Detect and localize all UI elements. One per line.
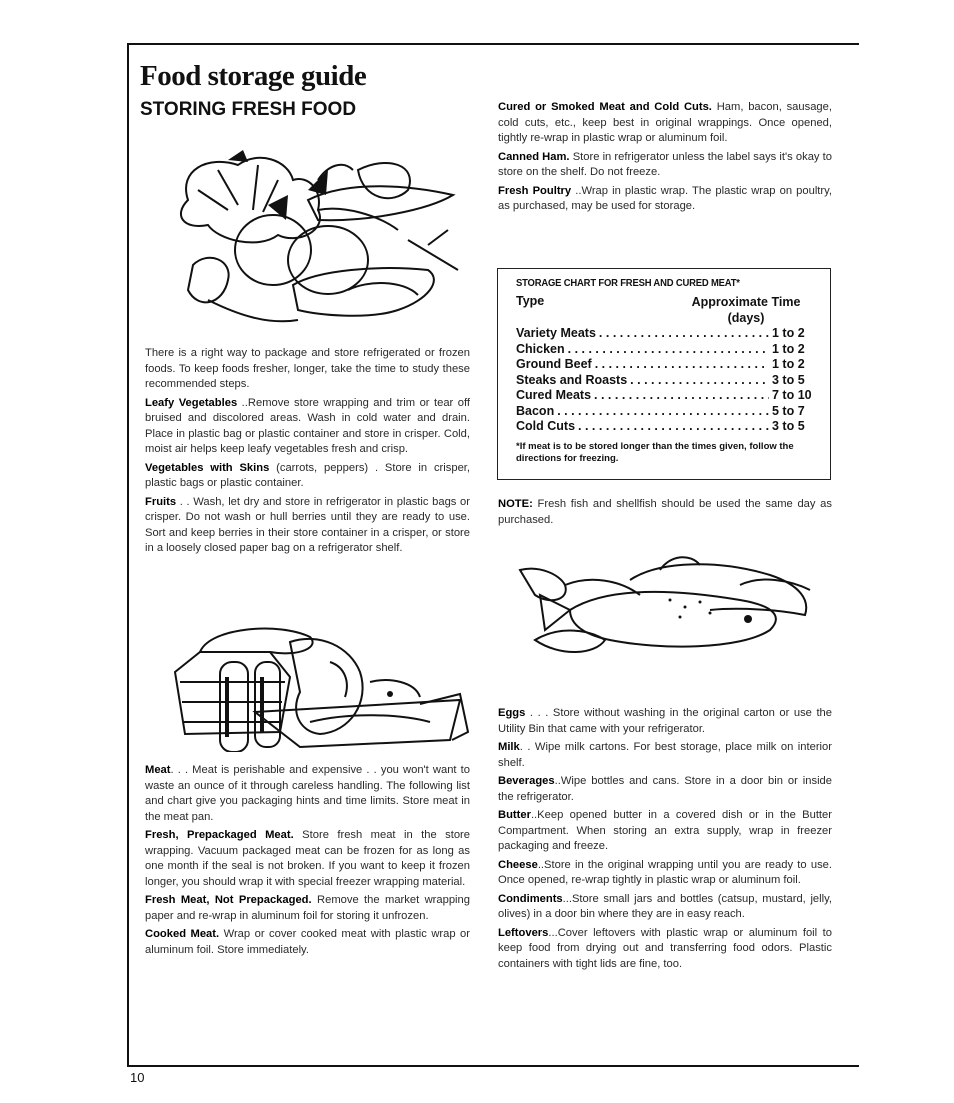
leader-dots [578,419,769,435]
condiments-text: ...Store small jars and bottles (catsup, mustard, jelly, olives) in a door bin where they are in easy reach. [498,892,832,920]
fresh-poultry-text: ..Wrap in plastic wrap. The plastic wrap on poultry, as purchased, may be used for storage. [498,184,833,212]
storage-chart-row [516,357,816,373]
condiments-label: Condiments [498,892,563,905]
storage-chart-row-type: Bacon [516,403,555,418]
leader-dots [599,326,769,342]
intro-paragraph: There is a right way to package and store refrigerated or frozen foods. To keep foods fresher, longer, take the time to study these recommended steps. [145,347,470,390]
cooked-meat-paragraph [145,927,470,958]
cheese-label: Cheese [498,858,538,871]
canned-ham-text: Store in refrigerator unless the label says it's okay to store on the shelf. Do not freeze. [498,150,832,178]
eggs-label: Eggs [498,707,526,719]
leader-dots [630,373,769,389]
condiments-paragraph [498,892,832,923]
storage-chart-time-header [676,294,816,326]
cooked-meat-label: Cooked Meat. [145,928,220,940]
milk-text: . . Wipe milk cartons. For best storage, place milk on interior shelf. [498,741,832,769]
storage-chart-row-time: 1 to 2 [772,357,805,371]
storage-chart-row-time: 1 to 2 [772,341,805,356]
leader-dots [568,342,769,358]
meat-paragraph [145,763,470,825]
storage-chart-title: STORAGE CHART FOR FRESH AND CURED MEAT* [516,277,740,289]
not-prepackaged-meat-text: Remove the market wrapping paper and re-wrap in aluminum foil for storing it unfrozen. [145,894,470,922]
meat-illustration [160,622,470,752]
cooked-meat-text: Wrap or cover cooked meat with plastic wrap or aluminum foil. Store immediately. [145,928,471,956]
cured-meat-text: Ham, bacon, sausage, cold cuts, etc., keep best in original wrappings. Once opened, tightly re-wrap in plastic wrap or aluminum foil. [498,101,832,144]
storage-chart-rows [516,326,816,435]
not-prepackaged-meat-paragraph [145,893,470,924]
butter-label: Butter [498,809,531,821]
storage-chart-row-type: Ground Beef [516,357,592,371]
storage-chart-type-header: Type [516,294,545,308]
top-rule [128,43,859,45]
left-column-bottom [145,763,470,961]
cured-meat-paragraph [498,100,832,147]
vegetables-skins-paragraph [145,461,470,492]
eggs-text: . . . Store without washing in the original carton or use the Utility Bin that came with your refrigerator. [498,707,833,735]
storage-chart-row [516,342,816,358]
prepackaged-meat-text: Store fresh meat in the store wrapping. Vacuum packaged meat can be frozen for as long as one month if the seal is not broken. If you want to keep it frozen longer, you should wrap it with special freezer wrapping material. [145,829,471,888]
time-header-line2: (days) [727,311,765,325]
vegetables-illustration [168,150,468,335]
storage-chart-row-time: 7 to 10 [772,388,812,402]
storage-chart-row-time: 3 to 5 [772,372,805,387]
canned-ham-label: Canned Ham. [498,150,570,163]
right-column-bottom [498,706,832,975]
storage-chart-row-time: 1 to 2 [772,326,805,340]
fruits-paragraph [145,495,470,557]
fresh-poultry-paragraph [498,184,832,215]
section-subtitle: STORING FRESH FOOD [140,99,357,120]
cheese-text: ..Store in the original wrapping until you are ready to use. Once opened, re-wrap tightly in plastic wrap or aluminum foil. [498,858,832,886]
cheese-paragraph [498,858,832,889]
note-label: NOTE: [498,498,533,510]
prepackaged-meat-paragraph [145,828,470,890]
leftovers-paragraph [498,926,832,973]
meat-text: . . . Meat is perishable and expensive . . you won't want to waste an ounce of it through careless handling. The following list and chart give you packaging hints and time limits. Store meat in the meat pan. [145,764,470,823]
storage-chart-row [516,419,816,435]
storage-chart-row-type: Variety Meats [516,326,596,340]
meat-label: Meat [145,764,171,776]
page-number: 10 [130,1070,145,1085]
fish-illustration [510,555,820,665]
bottom-rule [128,1065,859,1067]
milk-label: Milk [498,741,520,753]
left-rule [127,43,129,1067]
fresh-poultry-label: Fresh Poultry [498,184,572,197]
time-header-line1: Approximate Time [691,295,801,309]
storage-chart [497,268,831,480]
leafy-vegetables-label: Leafy Vegetables [145,396,238,409]
leftovers-text: ...Cover leftovers with plastic wrap or aluminum foil to keep food from drying out and transferring food odors. Plastic containers with tight lids are fine, too. [498,926,832,970]
milk-paragraph [498,740,832,771]
right-column-top [498,100,832,218]
leader-dots [557,404,769,420]
fruits-label: Fruits [145,495,177,508]
eggs-paragraph [498,706,832,737]
cured-meat-label: Cured or Smoked Meat and Cold Cuts. [498,101,712,113]
storage-chart-row-type: Cold Cuts [516,419,576,433]
beverages-label: Beverages [498,775,555,787]
left-column-top [145,346,470,560]
note-block [498,497,832,531]
butter-text: ..Keep opened butter in a covered dish or in the Butter Compartment. When storing an extra supply, wrap in freezer packaging and freeze. [498,809,832,852]
page-title: Food storage guide [140,60,367,92]
beverages-paragraph [498,774,832,805]
leftovers-label: Leftovers [498,926,549,939]
storage-chart-row [516,404,816,420]
beverages-text: ..Wipe bottles and cans. Store in a door bin or inside the refrigerator. [498,775,832,803]
vegetables-skins-label: Vegetables with Skins [145,461,270,474]
leader-dots [594,388,769,404]
canned-ham-paragraph [498,150,832,181]
note-text: Fresh fish and shellfish should be used the same day as purchased. [498,498,833,526]
storage-chart-header [516,294,816,326]
fruits-text: . . Wash, let dry and store in refrigerator in plastic bags or crisper. Do not wash or hull berries until they are ready to use. Sort and keep berries in their store container in a crisper, or store in a loosely closed paper bag on a refrigerator shelf. [145,495,470,554]
leafy-vegetables-paragraph [145,396,470,458]
butter-paragraph [498,808,832,855]
storage-chart-footnote: *If meat is to be stored longer than the times given, follow the directions for freezing. [516,440,794,464]
leader-dots [595,357,769,373]
note-paragraph [498,497,832,528]
storage-chart-row [516,326,816,342]
storage-chart-row [516,388,816,404]
storage-chart-row-type: Cured Meats [516,388,592,402]
storage-chart-row-time: 5 to 7 [772,403,805,418]
storage-chart-row-type: Steaks and Roasts [516,372,628,387]
storage-chart-row-time: 3 to 5 [772,419,805,433]
vegetables-skins-text: (carrots, peppers) . Store in crisper, plastic bags or plastic container. [145,461,471,489]
leafy-vegetables-text: ..Remove store wrapping and trim or tear off bruised and discolored areas. Wash in cold water and drain. Place in plastic bag or plastic container and store in crisper. Cold, moist air helps keep leafy vegetables fresh and crisp. [145,396,471,455]
prepackaged-meat-label: Fresh, Prepackaged Meat. [145,829,294,841]
not-prepackaged-meat-label: Fresh Meat, Not Prepackaged. [145,894,312,906]
storage-chart-row-type: Chicken [516,341,565,356]
storage-chart-row [516,373,816,389]
